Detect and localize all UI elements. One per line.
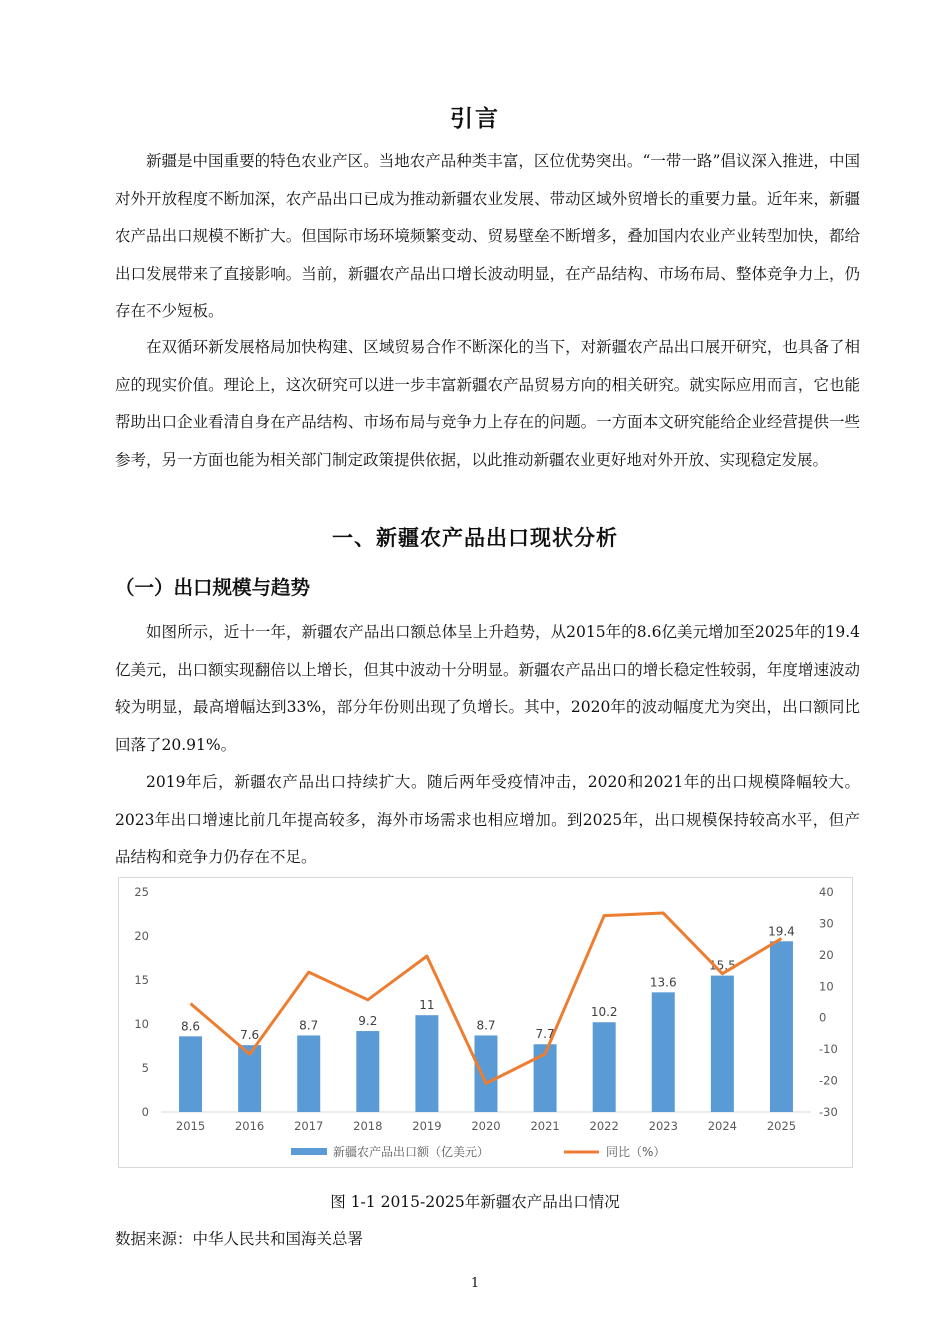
bar-value-label: 7.6	[240, 1028, 260, 1043]
y-right-tick-label: 0	[819, 1010, 827, 1025]
x-tick-label: 2021	[530, 1119, 560, 1133]
bar-value-label: 9.2	[358, 1014, 378, 1029]
y-left-tick-label: 15	[134, 973, 149, 987]
figure-caption: 图 1-1 2015-2025年新疆农产品出口情况	[330, 1193, 620, 1211]
x-tick-label: 2020	[471, 1119, 501, 1133]
bar-value-label: 13.6	[649, 975, 677, 990]
body-paragraph-1: 如图所示，近十一年，新疆农产品出口额总体呈上升趋势，从2015年的8.6亿美元增加至2025年的19.4亿美元，出口额实现翻倍以上增长，但其中波动十分明显。新疆农产品出口的增长稳定性较弱，年度增速波动较为明显，最高增幅达到33%，部分年份则出现了负增长。其中，2020年的波动幅度尤为突出，出口额同比回落了20.91%。	[115, 623, 860, 754]
intro-heading: 引言	[450, 106, 500, 132]
x-tick-label: 2022	[589, 1119, 619, 1133]
y-right-tick-label: 20	[819, 947, 834, 962]
legend-line-label: 同比（%）	[606, 1145, 666, 1159]
chart-canvas	[119, 878, 854, 1169]
x-tick-label: 2019	[412, 1119, 442, 1133]
bar-value-label: 19.4	[768, 924, 795, 939]
bar	[297, 1035, 320, 1112]
bar	[770, 941, 793, 1112]
y-left-tick-label: 25	[134, 885, 149, 899]
x-tick-label: 2025	[766, 1119, 797, 1133]
y-left-tick-label: 20	[134, 929, 149, 943]
y-right-tick-label: 30	[819, 916, 834, 931]
data-source: 数据来源：中华人民共和国海关总署	[115, 1230, 364, 1248]
bar-value-label: 7.7	[535, 1027, 555, 1042]
bar-value-label: 15.5	[709, 958, 736, 973]
bar	[356, 1031, 379, 1112]
x-tick-label: 2024	[707, 1119, 738, 1133]
subsection-heading: （一）出口规模与趋势	[115, 576, 311, 599]
bar-value-label: 8.7	[476, 1018, 496, 1033]
y-left-tick-label: 5	[141, 1061, 149, 1075]
y-right-tick-label: -10	[819, 1042, 838, 1057]
y-right-tick-label: -30	[819, 1105, 838, 1119]
y-left-tick-label: 10	[134, 1017, 149, 1031]
bar	[711, 976, 734, 1112]
bar	[475, 1035, 498, 1112]
legend-bar-label: 新疆农产品出口额（亿美元）	[333, 1145, 490, 1159]
bar	[593, 1022, 616, 1112]
legend-bar-swatch	[291, 1148, 327, 1155]
y-right-tick-label: 40	[819, 885, 834, 899]
section-heading: 一、新疆农产品出口现状分析	[332, 526, 618, 550]
x-tick-label: 2016	[234, 1119, 265, 1133]
bar-value-label: 8.7	[299, 1018, 319, 1033]
intro-paragraph-1: 新疆是中国重要的特色农业产区。当地农产品种类丰富，区位优势突出。“一带一路”倡议深入推进，中国对外开放程度不断加深，农产品出口已成为推动新疆农业发展、带动区域外贸增长的重要力量。近年来，新疆农产品出口规模不断扩大。但国际市场环境频繁变动、贸易壁垒不断增多，叠加国内农业产业转型加快，都给出口发展带来了直接影响。当前，新疆农产品出口增长波动明显，在产品结构、市场布局、整体竞争力上，仍存在不少短板。	[115, 152, 860, 321]
bar	[179, 1036, 202, 1112]
x-tick-label: 2015	[175, 1119, 206, 1133]
bar-value-label: 11	[419, 998, 435, 1013]
bar	[415, 1015, 438, 1112]
body-paragraph-2: 2019年后，新疆农产品出口持续扩大。随后两年受疫情冲击，2020和2021年的出口规模降幅较大。2023年出口增速比前几年提高较多，海外市场需求也相应增加。到2025年，出口规模保持较高水平，但产品结构和竞争力仍存在不足。	[115, 773, 860, 867]
y-left-tick-label: 0	[141, 1105, 149, 1119]
bar-value-label: 10.2	[590, 1005, 618, 1020]
export-chart	[118, 877, 853, 1168]
y-right-tick-label: -20	[819, 1073, 838, 1088]
x-tick-label: 2023	[648, 1119, 678, 1133]
bar	[652, 992, 675, 1112]
y-right-tick-label: 10	[819, 979, 834, 994]
x-tick-label: 2017	[294, 1119, 324, 1133]
bar-value-label: 8.6	[180, 1019, 201, 1034]
intro-paragraph-2: 在双循环新发展格局加快构建、区域贸易合作不断深化的当下，对新疆农产品出口展开研究，也具备了相应的现实价值。理论上，这次研究可以进一步丰富新疆农产品贸易方向的相关研究。就实际应用而言，它也能帮助出口企业看清自身在产品结构、市场布局与竞争力上存在的问题。一方面本文研究能给企业经营提供一些参考，另一方面也能为相关部门制定政策提供依据，以此推动新疆农业更好地对外开放、实现稳定发展。	[115, 338, 860, 469]
x-tick-label: 2018	[353, 1119, 383, 1133]
page-number: 1	[470, 1276, 480, 1291]
